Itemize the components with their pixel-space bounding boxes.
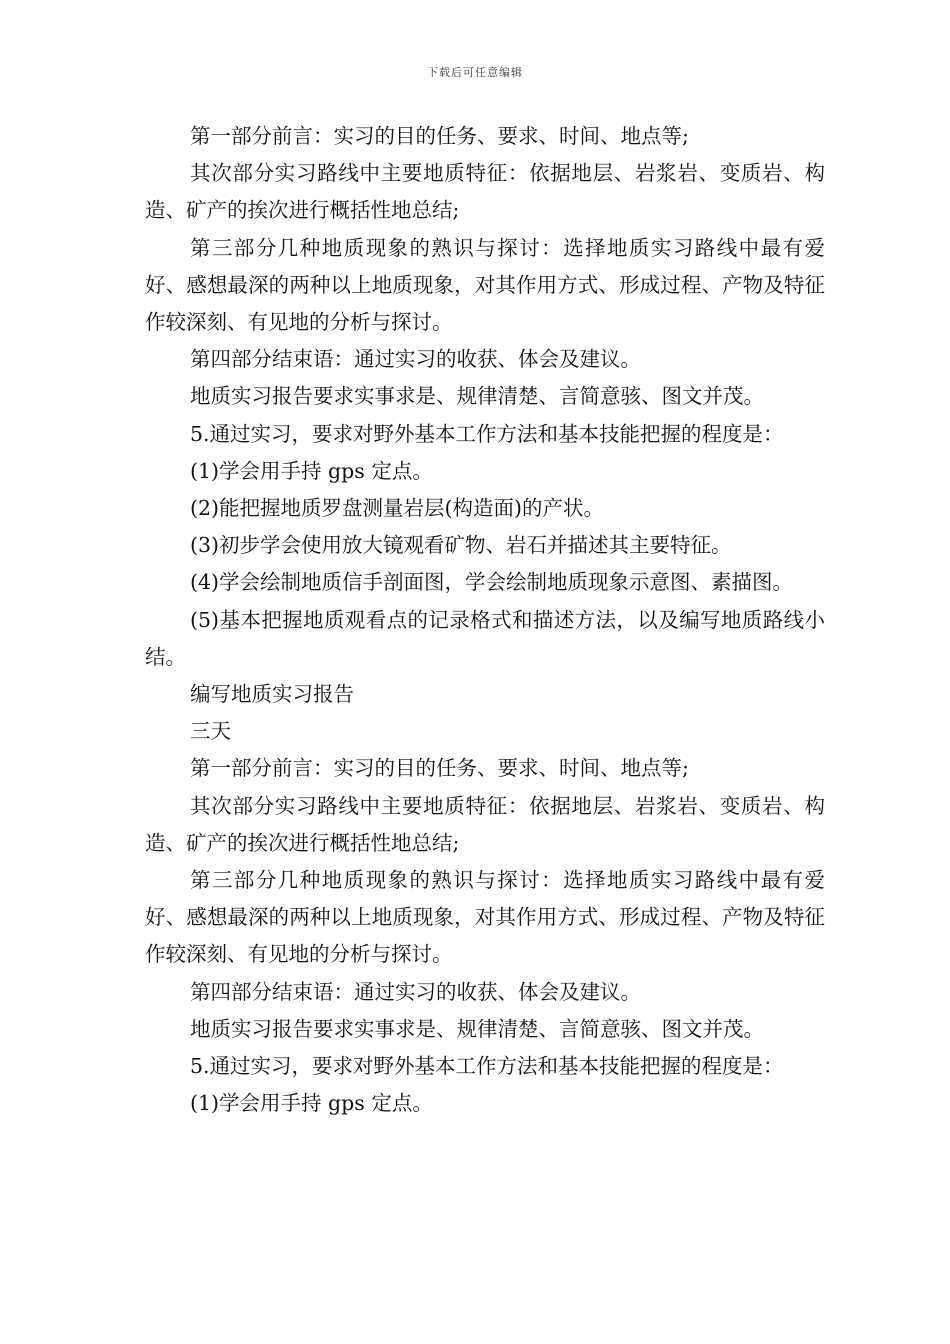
- list-item: (5)基本把握地质观看点的记录格式和描述方法，以及编写地质路线小结。: [145, 607, 825, 669]
- list-item: (2)能把握地质罗盘测量岩层(构造面)的产状。: [190, 496, 605, 521]
- paragraph: 第四部分结束语：通过实习的收获、体会及建议。: [190, 979, 641, 1004]
- paragraph: 第一部分前言：实习的目的任务、要求、时间、地点等;: [190, 756, 689, 781]
- section-heading: 编写地质实习报告: [190, 682, 354, 707]
- paragraph: 其次部分实习路线中主要地质特征：依据地层、岩浆岩、变质岩、构造、矿产的挨次进行概括性地总结;: [145, 793, 825, 855]
- list-item: (1)学会用手持 gps 定点。: [190, 1091, 433, 1116]
- list-item: (4)学会绘制地质信手剖面图，学会绘制地质现象示意图、素描图。: [190, 570, 794, 595]
- paragraph: 第三部分几种地质现象的熟识与探讨：选择地质实习路线中最有爱好、感想最深的两种以上地质现象，对其作用方式、形成过程、产物及特征作较深刻、有见地的分析与探讨。: [145, 235, 825, 335]
- paragraph: 第三部分几种地质现象的熟识与探讨：选择地质实习路线中最有爱好、感想最深的两种以上地质现象，对其作用方式、形成过程、产物及特征作较深刻、有见地的分析与探讨。: [145, 868, 825, 967]
- paragraph: 其次部分实习路线中主要地质特征：依据地层、岩浆岩、变质岩、构造、矿产的挨次进行概括性地总结;: [145, 161, 825, 223]
- paragraph: 地质实习报告要求实事求是、规律清楚、言简意骇、图文并茂。: [190, 384, 764, 409]
- paragraph: 5.通过实习，要求对野外基本工作方法和基本技能把握的程度是：: [190, 421, 784, 446]
- paragraph: 5.通过实习，要求对野外基本工作方法和基本技能把握的程度是：: [190, 1054, 784, 1079]
- paragraph: 第一部分前言：实习的目的任务、要求、时间、地点等;: [190, 124, 689, 148]
- paragraph: 第四部分结束语：通过实习的收获、体会及建议。: [190, 347, 641, 372]
- paragraph: 地质实习报告要求实事求是、规律清楚、言简意骇、图文并茂。: [190, 1016, 764, 1041]
- list-item: (1)学会用手持 gps 定点。: [190, 458, 433, 483]
- list-item: (3)初步学会使用放大镜观看矿物、岩石并描述其主要特征。: [190, 533, 732, 558]
- page-header: 下载后可任意编辑: [427, 66, 523, 79]
- document-body: [145, 118, 825, 1122]
- paragraph: 三天: [190, 719, 231, 744]
